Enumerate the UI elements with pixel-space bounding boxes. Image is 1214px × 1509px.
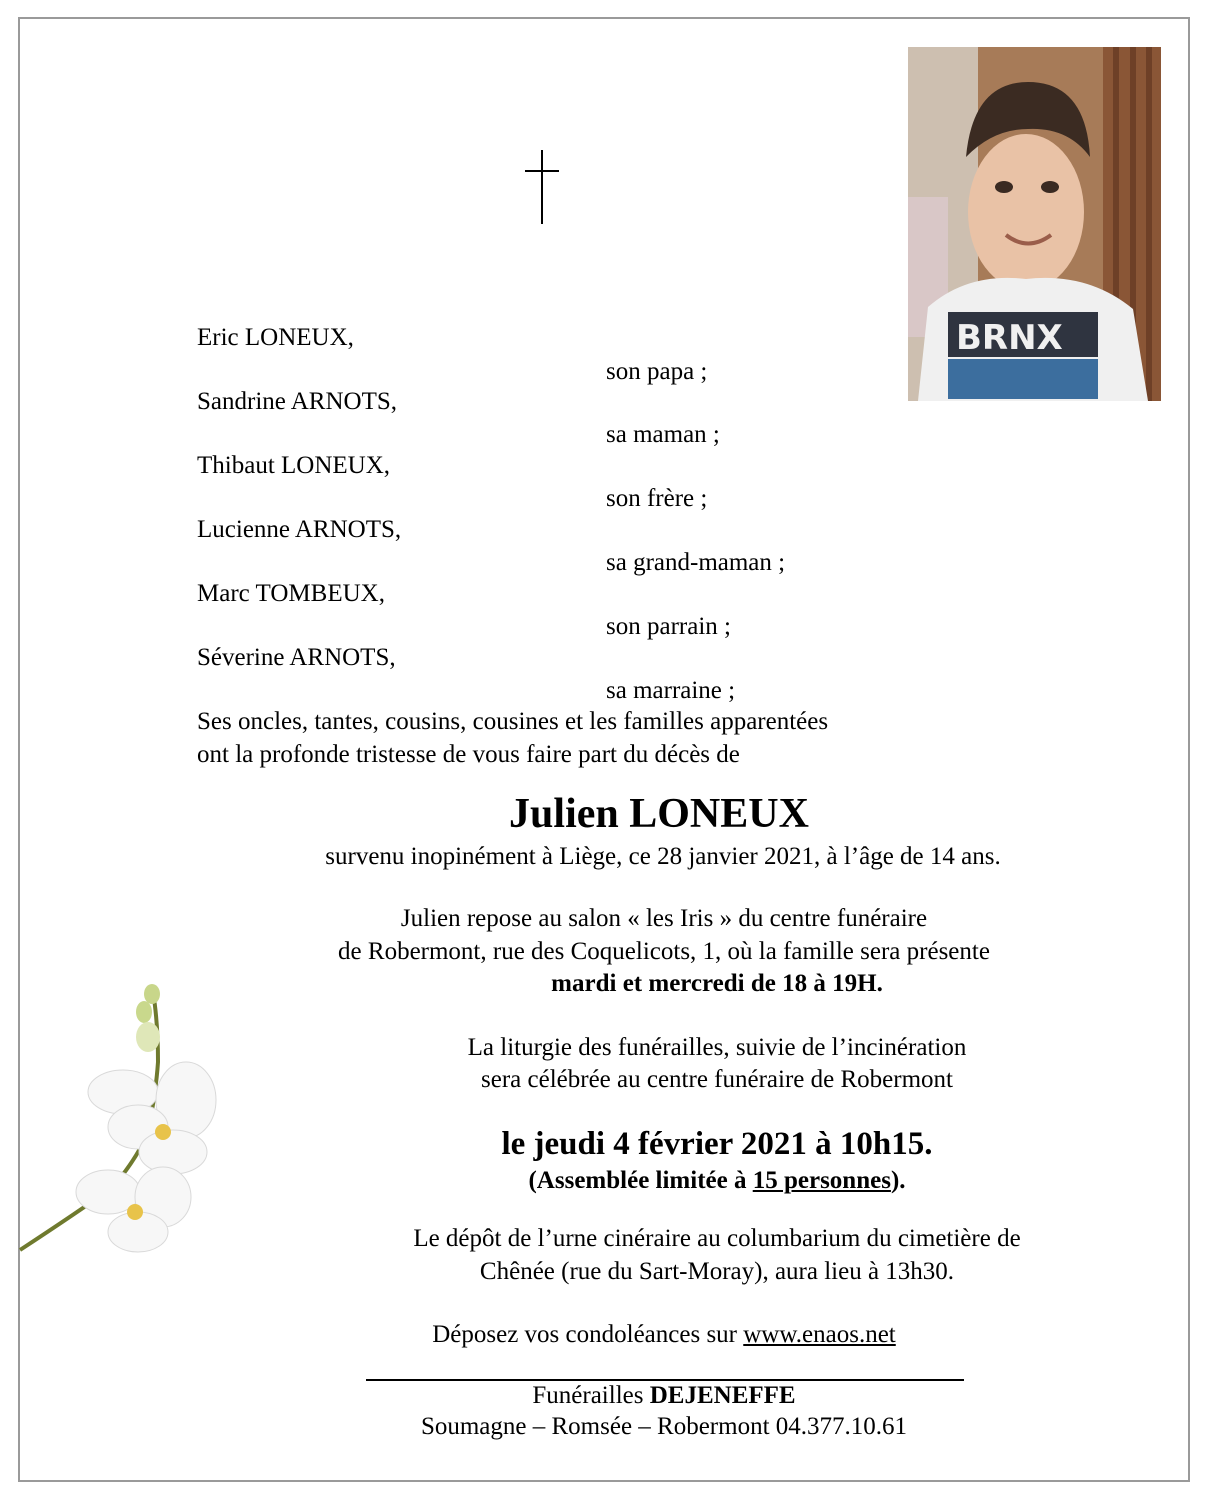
- ceremony-date: le jeudi 4 février 2021 à 10h15.: [501, 1126, 933, 1162]
- family-member-relation: sa marraine ;: [606, 677, 736, 704]
- family-member-relation: son parrain ;: [606, 613, 731, 640]
- visitation-line-2: de Robermont, rue des Coquelicots, 1, où la famille sera présente: [338, 938, 990, 965]
- condolences-line: Déposez vos condoléances sur www.enaos.net: [432, 1321, 896, 1348]
- intro-line-1: Ses oncles, tantes, cousins, cousines et les familles apparentées: [197, 708, 829, 735]
- funeral-home-name: DEJENEFFE: [649, 1382, 796, 1409]
- intro-line-2: ont la profonde tristesse de vous faire part du décès de: [197, 741, 740, 768]
- deceased-name: Julien LONEUX: [509, 791, 809, 837]
- liturgy-line-2: sera célébrée au centre funéraire de Robermont: [481, 1066, 953, 1093]
- family-member-name: Lucienne ARNOTS,: [197, 516, 402, 543]
- family-member-name: Séverine ARNOTS,: [197, 644, 396, 671]
- portrait-photo: [908, 47, 1161, 401]
- family-member-relation: sa maman ;: [606, 421, 720, 448]
- urn-line-2: Chênée (rue du Sart-Moray), aura lieu à 13h30.: [479, 1258, 955, 1285]
- attendance-limit: (Assemblée limitée à 15 personnes).: [528, 1167, 906, 1194]
- family-member-name: Eric LONEUX,: [197, 324, 354, 351]
- family-member-name: Sandrine ARNOTS,: [197, 388, 397, 415]
- svg-text:BRNX: BRNX: [956, 318, 1063, 358]
- visitation-line-1: Julien repose au salon « les Iris » du centre funéraire: [400, 905, 928, 932]
- cross-icon: [525, 150, 559, 224]
- family-member-relation: son papa ;: [606, 358, 708, 385]
- liturgy-line-1: La liturgie des funérailles, suivie de l’incinération: [467, 1034, 967, 1061]
- funeral-home: Funérailles DEJENEFFE: [532, 1382, 796, 1409]
- family-member-relation: sa grand-maman ;: [606, 549, 786, 576]
- family-member-name: Thibaut LONEUX,: [197, 452, 391, 479]
- family-member-name: Marc TOMBEUX,: [197, 580, 385, 607]
- attendance-count: 15 personnes: [752, 1167, 891, 1194]
- family-member-relation: son frère ;: [606, 485, 708, 512]
- deceased-details: survenu inopinément à Liège, ce 28 janvier 2021, à l’âge de 14 ans.: [325, 843, 1001, 870]
- condolences-link[interactable]: www.enaos.net: [743, 1321, 896, 1348]
- funeral-home-contact: Soumagne – Romsée – Robermont 04.377.10.61: [420, 1413, 908, 1440]
- urn-line-1: Le dépôt de l’urne cinéraire au columbarium du cimetière de: [413, 1225, 1021, 1252]
- orchid-flower-illustration: [18, 982, 248, 1257]
- visitation-hours: mardi et mercredi de 18 à 19H.: [551, 970, 883, 997]
